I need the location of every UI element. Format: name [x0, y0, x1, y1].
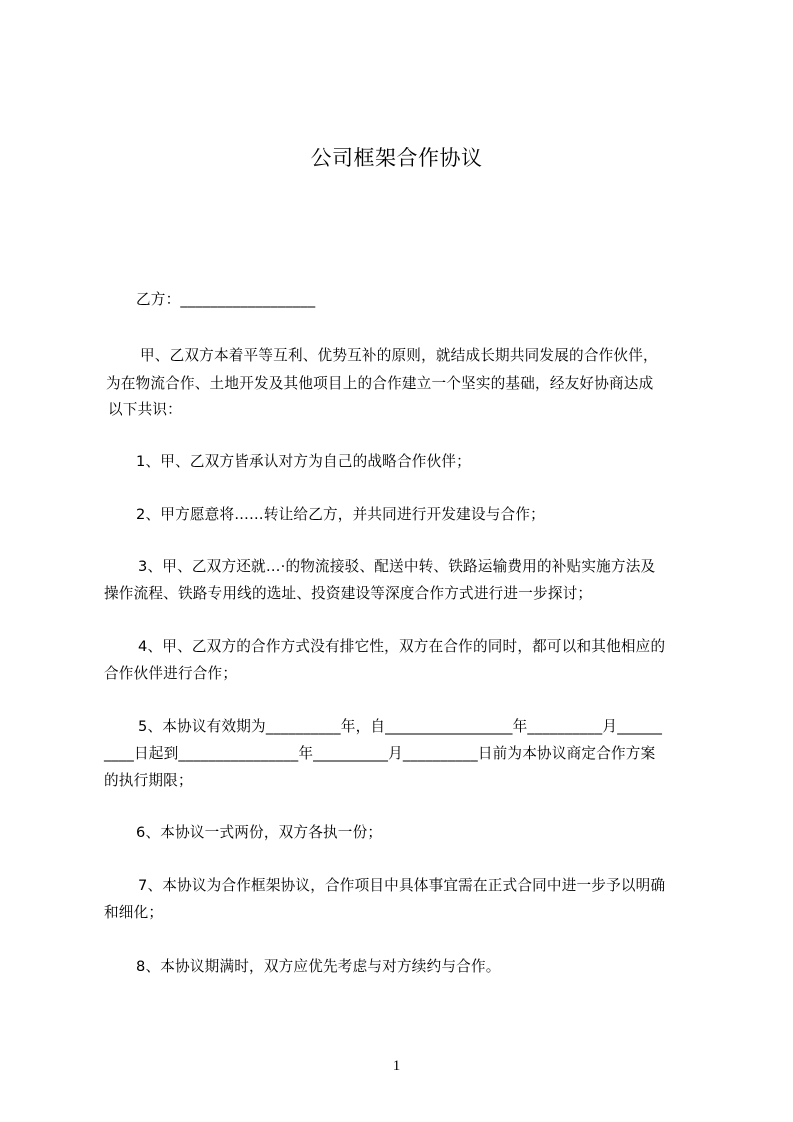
clause-7-line-2: 和细化；	[104, 904, 164, 921]
clause-8: 8、本协议期满时，双方应优先考虑与对方续约与合作。	[136, 958, 501, 975]
document-title: 公司框架合作协议	[310, 146, 483, 170]
clause-6: 6、本协议一式两份，双方各执一份；	[136, 824, 383, 841]
intro-line-2: 为在物流合作、土地开发及其他项目上的合作建立一个坚实的基础，经友好协商达成	[106, 375, 654, 392]
clause-1: 1、甲、乙双方皆承认对方为自己的战略合作伙伴；	[136, 453, 471, 470]
clause-2: 2、甲方愿意将……转让给乙方，并共同进行开发建设与合作；	[136, 506, 545, 523]
clause-4-line-1: 4、甲、乙双方的合作方式没有排它性，双方在合作的同时，都可以和其他相应的	[138, 638, 666, 655]
intro-line-3: 以下共识：	[108, 401, 182, 418]
clause-4-line-2: 合作伙伴进行合作；	[104, 665, 238, 682]
clause-5-line-2: ____日起到________________年__________月__________日前为本协议商定合作方案	[104, 745, 656, 762]
clause-5-line-3: 的执行期限；	[104, 772, 193, 789]
clause-3-line-1: 3、甲、乙双方还就…·的物流接驳、配送中转、铁路运输费用的补贴实施方法及	[138, 558, 656, 575]
page-number: 1	[392, 1058, 401, 1074]
clause-7-line-1: 7、本协议为合作框架协议，合作项目中具体事宜需在正式合同中进一步予以明确	[138, 877, 666, 894]
clause-5-line-1: 5、本协议有效期为__________年，自_________________年__________月______	[138, 718, 663, 735]
intro-line-1: 甲、乙双方本着平等互利、优势互补的原则，就结成长期共同发展的合作伙伴，	[140, 347, 658, 364]
party-b-line: 乙方：__________________	[136, 291, 316, 308]
clause-3-line-2: 操作流程、铁路专用线的选址、投资建设等深度合作方式进行进一步探讨；	[104, 585, 593, 602]
